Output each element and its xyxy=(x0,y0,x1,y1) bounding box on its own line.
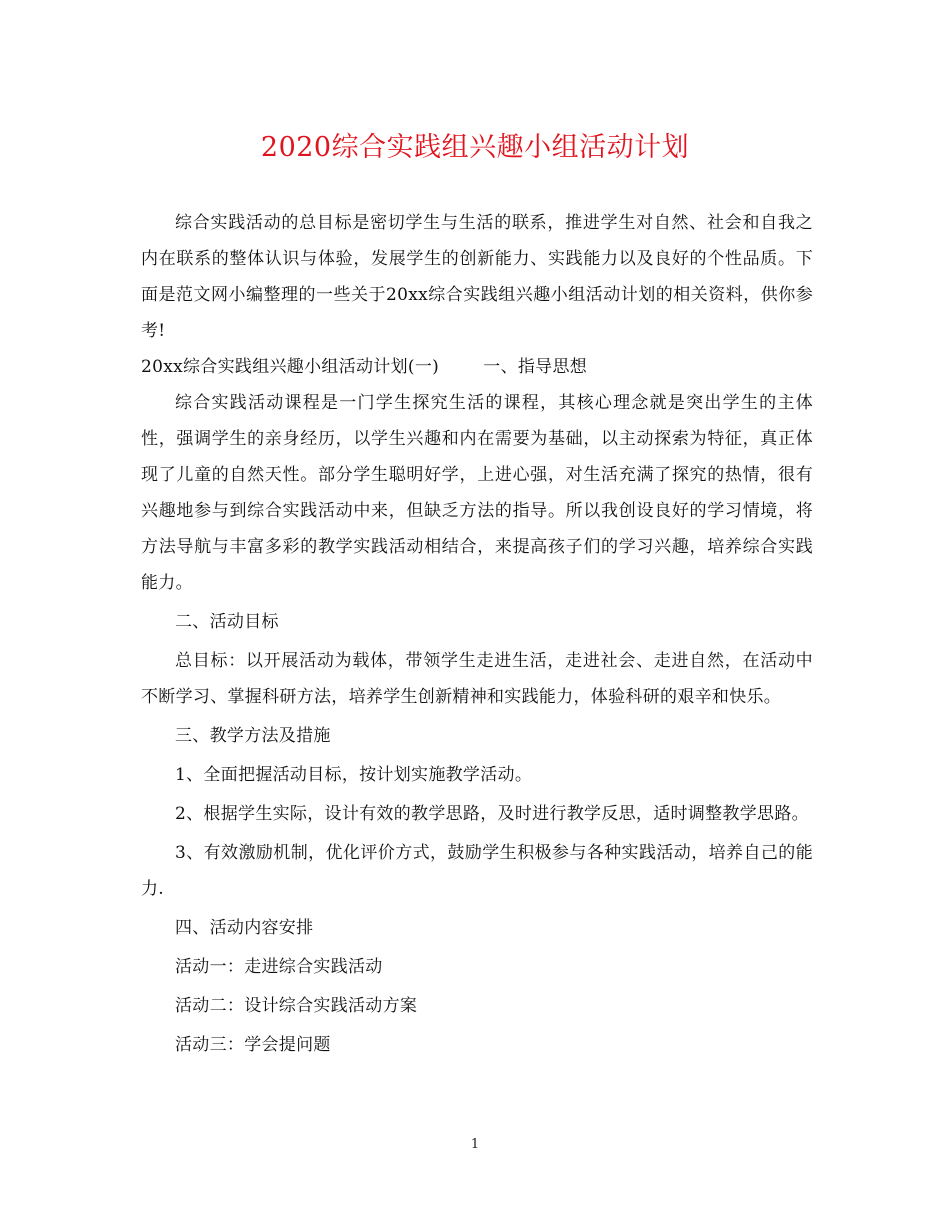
section1-heading: 一、指导思想 xyxy=(483,357,588,377)
document-title: 2020综合实践组兴趣小组活动计划 xyxy=(260,132,690,163)
page-number: 1 xyxy=(470,1137,480,1152)
plan-heading-line xyxy=(141,349,813,385)
document-body xyxy=(141,205,813,1063)
activity-item-3: 活动三：学会提问题 xyxy=(175,1035,331,1055)
section4-heading: 四、活动内容安排 xyxy=(175,918,314,938)
section1-paragraph: 综合实践活动课程是一门学生探究生活的课程，其核心理念就是突出学生的主体性，强调学生的亲身经历，以学生兴趣和内在需要为基础，以主动探索为特征，真正体现了儿童的自然天性。部分学生聪明好学，上进心强，对生活充满了探究的热情，很有兴趣地参与到综合实践活动中来，但缺乏方法的指导。所以我创设良好的学习情境，将方法导航与丰富多彩的教学实践活动相结合，来提高孩子们的学习兴趣，培养综合实践能力。 xyxy=(141,393,813,593)
plan-heading: 20xx综合实践组兴趣小组活动计划(一) xyxy=(141,357,440,377)
section2-paragraph: 总目标：以开展活动为载体，带领学生走进生活，走进社会、走进自然，在活动中不断学习、掌握科研方法，培养学生创新精神和实践能力，体验科研的艰辛和快乐。 xyxy=(141,651,813,707)
section2-heading: 二、活动目标 xyxy=(175,612,279,632)
measure-item-3: 3、有效激励机制，优化评价方式，鼓励学生积极参与各种实践活动，培养自己的能力. xyxy=(141,843,813,899)
activity-item-1: 活动一：走进综合实践活动 xyxy=(175,957,383,977)
intro-paragraph: 综合实践活动的总目标是密切学生与生活的联系，推进学生对自然、社会和自我之内在联系的整体认识与体验，发展学生的创新能力、实践能力以及良好的个性品质。下面是范文网小编整理的一些关于20xx综合实践组兴趣小组活动计划的相关资料，供你参考! xyxy=(141,213,813,341)
measure-item-1: 1、全面把握活动目标，按计划实施教学活动。 xyxy=(175,765,533,785)
activity-item-2: 活动二：设计综合实践活动方案 xyxy=(175,996,418,1016)
measure-item-2: 2、根据学生实际，设计有效的教学思路，及时进行教学反思，适时调整教学思路。 xyxy=(175,804,809,824)
section3-heading: 三、教学方法及措施 xyxy=(175,726,331,746)
